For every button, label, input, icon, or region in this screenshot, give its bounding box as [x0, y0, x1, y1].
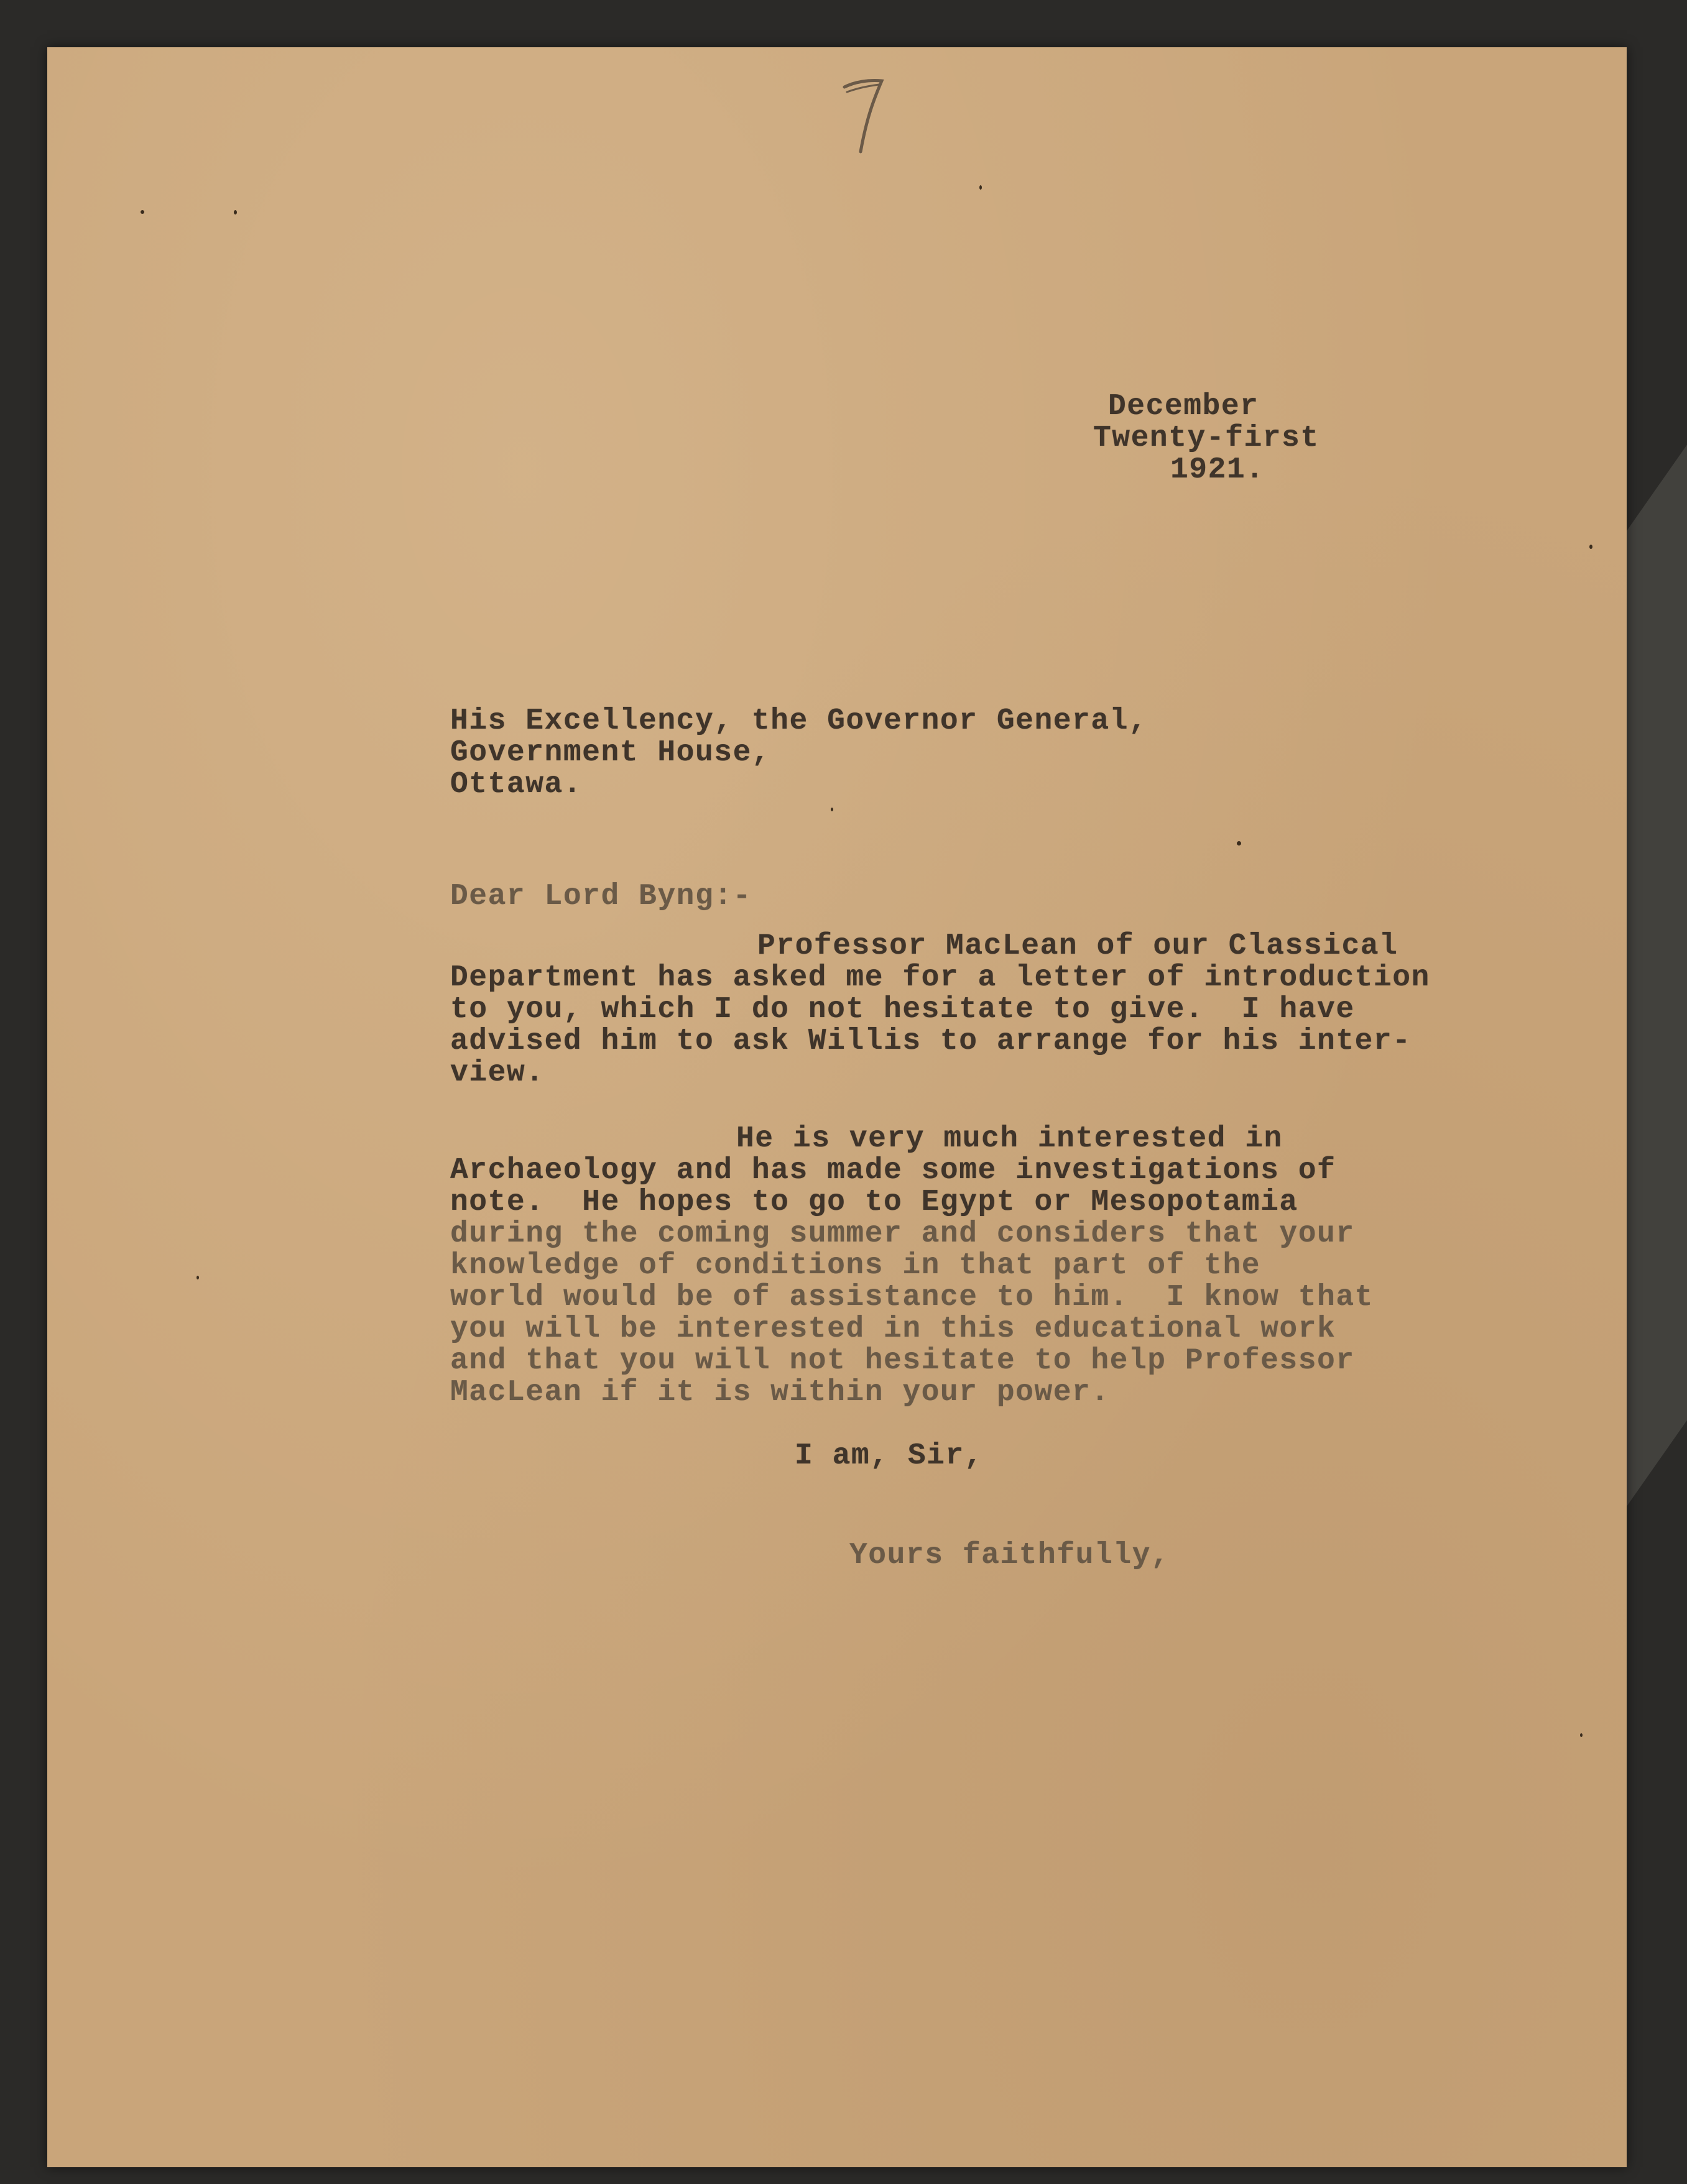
salutation: Dear Lord Byng:- — [450, 880, 752, 913]
paragraph-2-line-5: knowledge of conditions in that part of the — [450, 1249, 1261, 1283]
paper-speck — [141, 210, 144, 214]
paragraph-2-line-7: you will be interested in this educational work — [450, 1312, 1336, 1346]
paragraph-1-line-1: Professor MacLean of our Classical — [757, 929, 1398, 963]
paragraph-2-line-1: He is very much interested in — [736, 1122, 1283, 1156]
paper-speck — [979, 185, 982, 190]
paragraph-2-line-6: world would be of assistance to him. I know that — [450, 1281, 1374, 1314]
paper-speck — [234, 210, 237, 214]
closing-line-2: Yours faithfully, — [849, 1539, 1170, 1572]
paragraph-2-line-8: and that you will not hesitate to help Professor — [450, 1344, 1355, 1378]
paragraph-2-line-4: during the coming summer and considers that your — [450, 1217, 1355, 1251]
paragraph-1-line-2: Department has asked me for a letter of introduction — [450, 961, 1430, 995]
closing-line-1: I am, Sir, — [795, 1439, 984, 1473]
letter-page — [47, 47, 1627, 2167]
paragraph-2-line-3: note. He hopes to go to Egypt or Mesopotamia — [450, 1186, 1298, 1219]
date-month: December — [1108, 390, 1259, 423]
paper-speck — [1589, 545, 1592, 549]
recipient-line-1: His Excellency, the Governor General, — [450, 704, 1148, 738]
paragraph-2-line-2: Archaeology and has made some investigations of — [450, 1154, 1336, 1187]
recipient-line-3: Ottawa. — [450, 768, 583, 801]
recipient-line-2: Government House, — [450, 736, 771, 770]
paragraph-1-line-3: to you, which I do not hesitate to give. I have — [450, 993, 1355, 1026]
date-day: Twenty-first — [1093, 422, 1320, 455]
paper-speck — [1237, 841, 1241, 845]
folio-number-mark — [836, 73, 892, 160]
paragraph-2-line-9: MacLean if it is within your power. — [450, 1376, 1110, 1409]
paragraph-1-line-5: view. — [450, 1056, 545, 1090]
paper-speck — [1580, 1733, 1583, 1737]
date-year: 1921. — [1170, 453, 1265, 487]
paper-speck — [831, 808, 833, 811]
paper-speck — [196, 1276, 199, 1279]
paragraph-1-line-4: advised him to ask Willis to arrange for his inter- — [450, 1025, 1412, 1058]
